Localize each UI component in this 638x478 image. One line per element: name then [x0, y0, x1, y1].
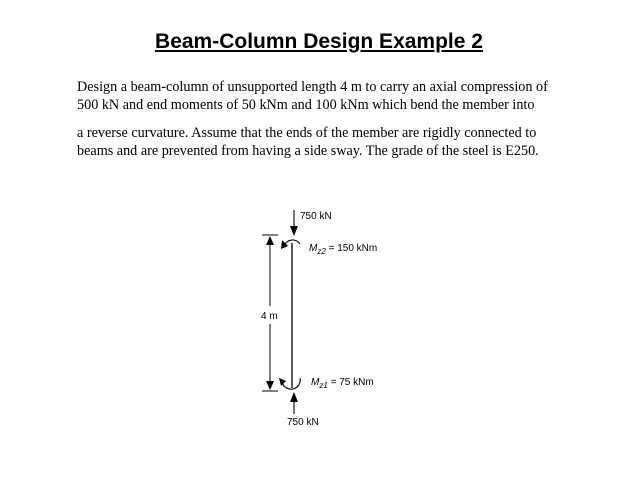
- dimension-arrow-down: [266, 381, 274, 390]
- bottom-moment-arc: [282, 378, 300, 389]
- top-load-arrow-head: [290, 226, 298, 236]
- problem-line-4: beams and are prevented from having a side sway. The grade of the steel is E250.: [77, 143, 539, 159]
- bottom-load-label: 750 kN: [287, 417, 319, 428]
- dimension-arrow-up: [266, 236, 274, 245]
- problem-line-3: a reverse curvature. Assume that the ends of the member are rigidly connected to: [77, 125, 537, 141]
- problem-line-2: 500 kN and end moments of 50 kNm and 100 kNm which bend the member into: [77, 97, 535, 113]
- bottom-load-arrow-head: [290, 392, 298, 402]
- page-title: Beam-Column Design Example 2: [155, 30, 483, 53]
- length-label: 4 m: [261, 311, 278, 322]
- bottom-moment-label: $M_{z1} = 75$ kNm: [311, 377, 374, 390]
- top-moment-label: $M_{z2} = 150$ kNm: [309, 243, 378, 256]
- top-load-label: 750 kN: [300, 211, 332, 222]
- problem-line-1: Design a beam-column of unsupported length 4 m to carry an axial compression of: [77, 79, 548, 95]
